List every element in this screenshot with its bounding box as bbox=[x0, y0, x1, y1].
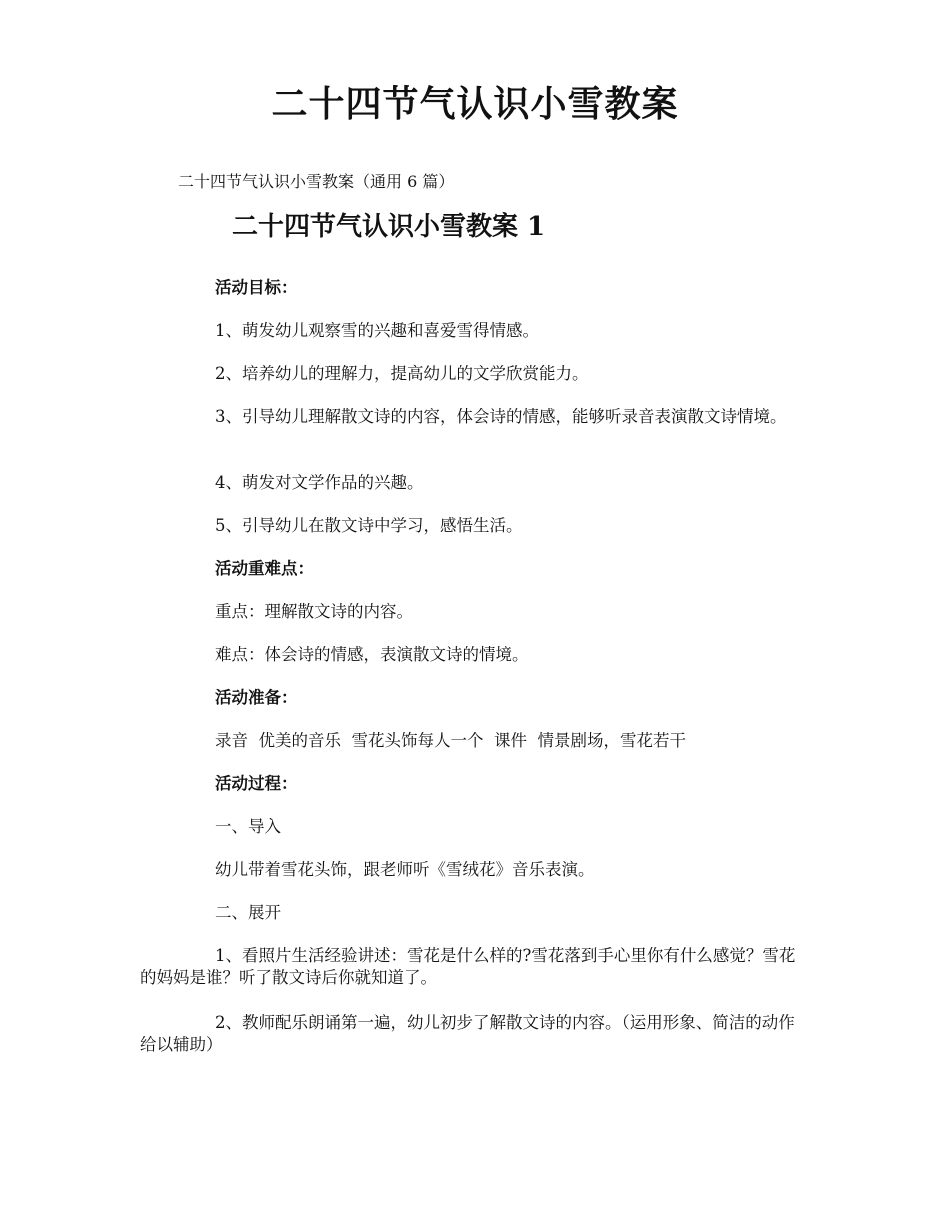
paragraph-develop-1: 1、看照片生活经验讲述：雪花是什么样的?雪花落到手心里你有什么感觉？雪花的妈妈是谁？听了散文诗后你就知道了。 bbox=[140, 946, 796, 987]
paragraph-step-intro: 一、导入 bbox=[215, 817, 281, 836]
paragraph-goal-2: 2、培养幼儿的理解力，提高幼儿的文学欣赏能力。 bbox=[215, 364, 589, 383]
section-heading: 二十四节气认识小雪教案 1 bbox=[232, 212, 546, 242]
paragraph-materials: 录音 优美的音乐 雪花头饰每人一个 课件 情景剧场，雪花若干 bbox=[215, 731, 686, 750]
document-title: 二十四节气认识小雪教案 bbox=[271, 83, 679, 125]
paragraph-intro-detail: 幼儿带着雪花头饰，跟老师听《雪绒花》音乐表演。 bbox=[215, 860, 595, 879]
document-subtitle: 二十四节气认识小雪教案（通用 6 篇） bbox=[178, 172, 455, 191]
paragraph-develop-2: 2、教师配乐朗诵第一遍，幼儿初步了解散文诗的内容。（运用形象、简洁的动作给以辅助） bbox=[140, 1013, 795, 1054]
paragraph-goal-5: 5、引导幼儿在散文诗中学习，感悟生活。 bbox=[215, 516, 523, 535]
heading-key-difficulties: 活动重难点： bbox=[215, 559, 314, 578]
heading-activity-process: 活动过程： bbox=[215, 774, 298, 793]
paragraph-difficulty: 难点：体会诗的情感，表演散文诗的情境。 bbox=[215, 645, 529, 664]
paragraph-key-point: 重点：理解散文诗的内容。 bbox=[215, 602, 413, 621]
paragraph-step-develop: 二、展开 bbox=[215, 903, 281, 922]
paragraph-goal-1: 1、萌发幼儿观察雪的兴趣和喜爱雪得情感。 bbox=[215, 321, 539, 340]
heading-activity-preparation: 活动准备： bbox=[215, 688, 298, 707]
paragraph-goal-3: 3、引导幼儿理解散文诗的内容，体会诗的情感，能够听录音表演散文诗情境。 bbox=[215, 407, 787, 426]
paragraph-goal-4: 4、萌发对文学作品的兴趣。 bbox=[215, 473, 424, 492]
heading-activity-goals: 活动目标： bbox=[215, 278, 298, 297]
